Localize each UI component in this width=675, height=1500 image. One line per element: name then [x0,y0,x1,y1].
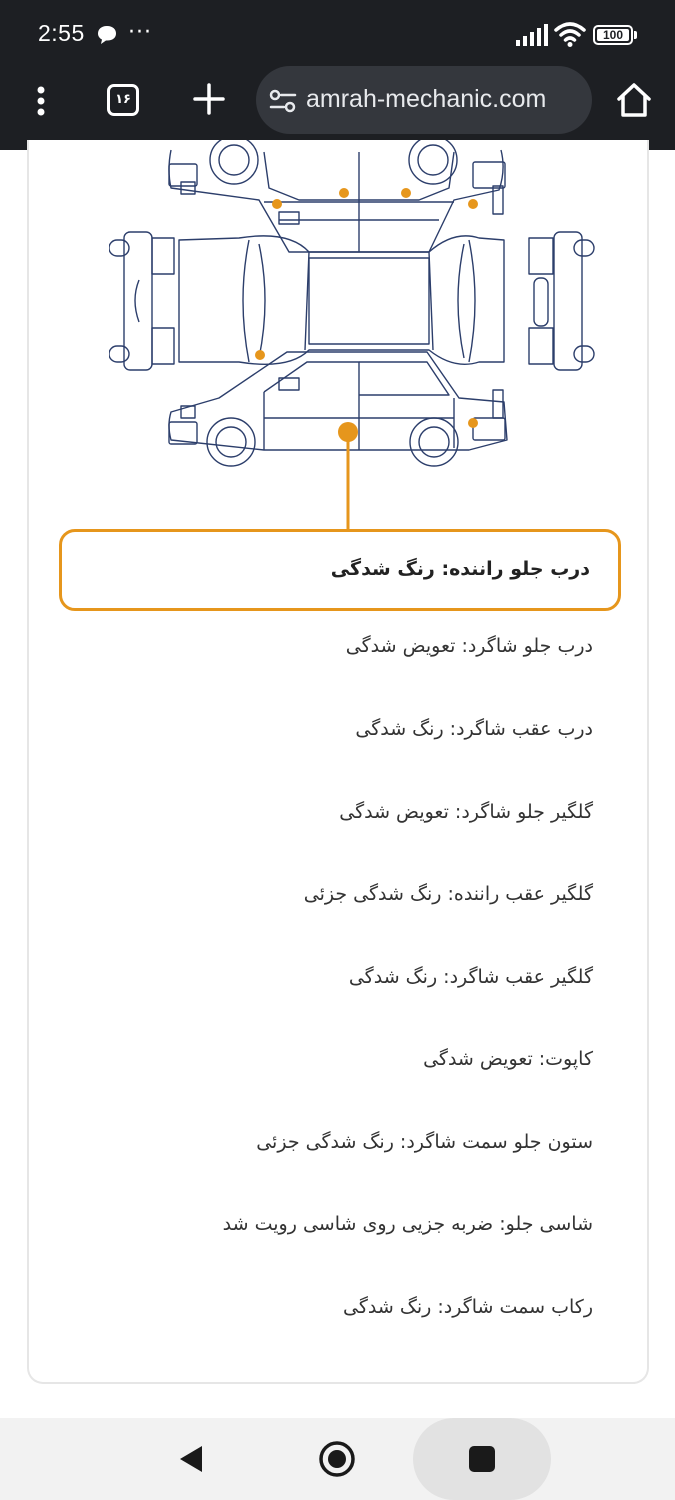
battery-level: 100 [597,29,629,41]
system-nav-bar [0,1418,675,1500]
car-top-profile [169,140,505,252]
url-text: amrah-mechanic.com [306,85,547,113]
tab-switcher-button[interactable]: ۱۶ [107,84,139,116]
url-bar[interactable] [256,66,592,134]
car-bottom-profile [169,352,507,466]
wifi-icon [554,20,586,48]
damage-marker [468,418,478,428]
damage-marker [339,188,349,198]
home-icon[interactable] [614,80,654,120]
damage-marker-selected [338,422,358,442]
status-more-icon: ··· [128,20,152,45]
list-item[interactable]: گلگیر عقب شاگرد: رنگ شدگی [348,966,593,988]
damage-markers [255,188,478,442]
home-nav-icon[interactable] [318,1440,356,1478]
signal-icon [516,24,548,46]
damage-marker [255,350,265,360]
list-item[interactable]: کاپوت: تعویض شدگی [423,1048,593,1070]
new-tab-icon[interactable] [190,80,228,118]
site-settings-icon[interactable] [268,86,298,116]
status-time: 2:55 [38,20,85,46]
damage-marker [272,199,282,209]
status-bar [0,0,675,66]
recents-button[interactable] [413,1418,551,1500]
chat-bubble-icon [96,24,118,46]
selected-damage-box[interactable] [59,529,621,611]
list-item[interactable]: درب جلو شاگرد: تعویض شدگی [345,635,593,657]
battery-body [593,25,633,45]
list-item[interactable]: شاسی جلو: ضربه جزیی روی شاسی رویت شد [222,1213,593,1235]
car-damage-diagram [109,140,609,540]
more-vert-icon[interactable] [24,84,58,118]
battery-icon [593,25,637,45]
inspection-card [27,140,649,1384]
list-item[interactable]: درب عقب شاگرد: رنگ شدگی [355,718,593,740]
list-item[interactable]: ستون جلو سمت شاگرد: رنگ شدگی جزئی [256,1131,593,1153]
car-top-view [109,232,594,370]
damage-marker [468,199,478,209]
back-icon[interactable] [174,1442,208,1476]
list-item[interactable]: گلگیر عقب راننده: رنگ شدگی جزئی [303,883,593,905]
list-item[interactable]: رکاب سمت شاگرد: رنگ شدگی [343,1296,593,1318]
browser-toolbar [0,66,675,150]
damage-marker [401,188,411,198]
battery-tip [634,31,637,39]
list-item[interactable]: گلگیر جلو شاگرد: تعویض شدگی [339,801,593,823]
recents-icon [469,1446,495,1472]
selected-damage-text: درب جلو راننده: رنگ شدگی [330,558,590,580]
